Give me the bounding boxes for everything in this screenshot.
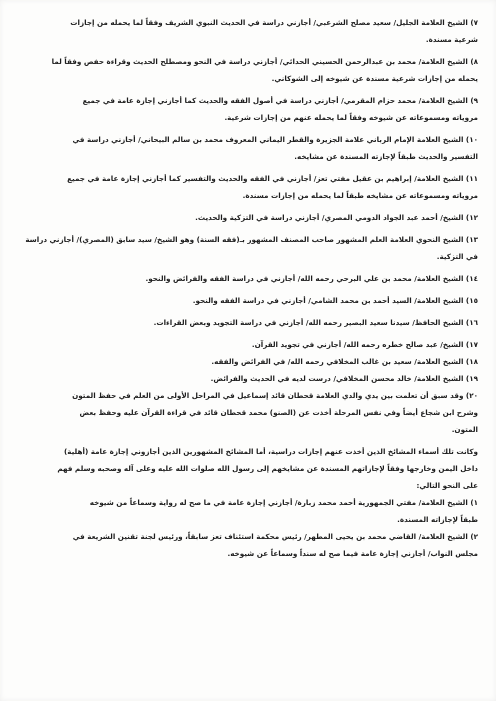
text-line: ١١) الشيخ العلامة/ إبراهيم بن عقيل مفتي تعز/ أجازني في الفقه والحديث والتفسير كما أجازني إجازة عامة في جميع <box>67 174 478 183</box>
text-line: مروياته ومسموعاته عن مشايخه طبقاً لما يحمله من إجازات مسندة. <box>242 191 478 200</box>
text-line: طبقاً لإجازاته المسندة. <box>397 515 478 524</box>
text-line: ١) الشيخ العلامة/ مفتي الجمهورية أحمد محمد زبارة/ أجازني إجازة عامة في ما صح له رواية وسماعاً من شيوخه <box>89 498 478 507</box>
text-line: يحمله من إجازات شرعية مسندة عن شيوخه إلى الشوكاني. <box>271 74 478 83</box>
text-line: ١٩) الشيخ العلامة/ خالد محسن المخلافي/ درست لديه في الحديث والفرائض. <box>210 374 478 383</box>
text-line: ١٤) الشيخ العلامة/ محمد بن علي البرحي رحمه الله/ أجازني في دراسة الفقه والفرائض والنحو. <box>145 274 478 283</box>
text-line: مروياته ومسموعاته عن شيوخه وفقاً لما يحمله عنهم من إجازات شرعية. <box>224 113 478 122</box>
text-line: ٨) الشيخ العلامة/ محمد بن عبدالرحمن الحسيني الحدائي/ أجازني دراسة في النحو ومصطلح الحديث وقراءة حفص وفقاً لما <box>51 57 478 66</box>
text-line: وشرح ابن شجاع أيضاً وفي نفس المرحلة أخذت عن (الصنو) محمد قحطان قائد في قراءة القرآن عليه وحفظ بعض <box>79 408 478 417</box>
text-line: ١٢) الشيخ/ أحمد عبد الجواد الدومي المصري/ أجازني دراسة في التزكية والحديث. <box>195 213 478 222</box>
text-line: المتون. <box>451 425 478 434</box>
text-line: ٩) الشيخ العلامة/ محمد حزام المقرمي/ أجازني دراسة في أصول الفقه والحديث كما أجازني إجازة عامة في جميع <box>82 96 478 105</box>
text-line: شرعية مسندة. <box>425 35 478 44</box>
text-line: ١٧) الشيخ/ عبد صالح خطره رحمه الله/ أجازني في تجويد القرآن. <box>251 340 478 349</box>
text-line: في التزكية. <box>436 252 478 261</box>
text-line: ١٦) الشيخ الحافظ/ سيدنا سعيد البصير رحمه الله/ أجازني في دراسة التجويد وبعض القراءات. <box>153 318 478 327</box>
text-line: ١٠) الشيخ العلامة الإمام الرباني علامة الجزيرة والقطر اليماني المعروف محمد بن سالم البيحاني/ أجازني دراسة في <box>72 135 478 144</box>
text-line: ٧) الشيخ العلامة الجليل/ سعيد مصلح الشرعبي/ أجازني دراسة في الحديث النبوي الشريف وفقاً لما يحمله من إجازات <box>70 18 478 27</box>
text-line: التفسير والحديث طبقاً لإجازته المسندة عن مشايخه. <box>294 152 478 161</box>
text-line: على النحو التالي: <box>416 481 478 490</box>
text-line: داخل اليمن وخارجها وفقاً لإجازاتهم المسندة عن مشايخهم إلى رسول الله صلوات الله عليه وعلى آله وصحبه وسلم فهم <box>57 464 478 473</box>
text-line: ١٣) الشيخ النحوي العلامة العلم المشهور صاحب المصنف المشهور بـ(فقه السنة) وهو الشيخ/ سيد سابق (المصري)/ أجازني دراسة <box>25 235 478 244</box>
text-line: ٢) الشيخ العلامة/ القاضي محمد بن يحيى المطهر/ رئيس محكمة استئناف تعز سابقاً، ورئيس لجنة تقنين الشريعة في <box>72 532 478 541</box>
text-line: ٢٠) وقد سبق أن تعلمت بين يدي والدي العلامة قحطان قائد إسماعيل في المراحل الأولى من العلم في حفظ المتون <box>72 391 478 400</box>
text-line: ١٨) الشيخ العلامة/ سعيد بن غالب المخلافي رحمه الله/ في الفرائض والفقه. <box>211 357 478 366</box>
text-line: وكانت تلك أسماء المشائخ الذين أخذت عنهم إجازات دراسية، أما المشائخ المشهورين الذين أجازوني إجازة عامة (أهلية) <box>63 447 478 456</box>
document-body <box>22 14 478 691</box>
text-line: مجلس النواب/ أجازني إجازة عامة فيما صح له سنداً وسماعاً عن شيوخه. <box>227 549 478 558</box>
text-line: ١٥) الشيخ العلامة/ السيد أحمد بن محمد الشامي/ أجازني في دراسة الفقه والنحو. <box>192 296 478 305</box>
